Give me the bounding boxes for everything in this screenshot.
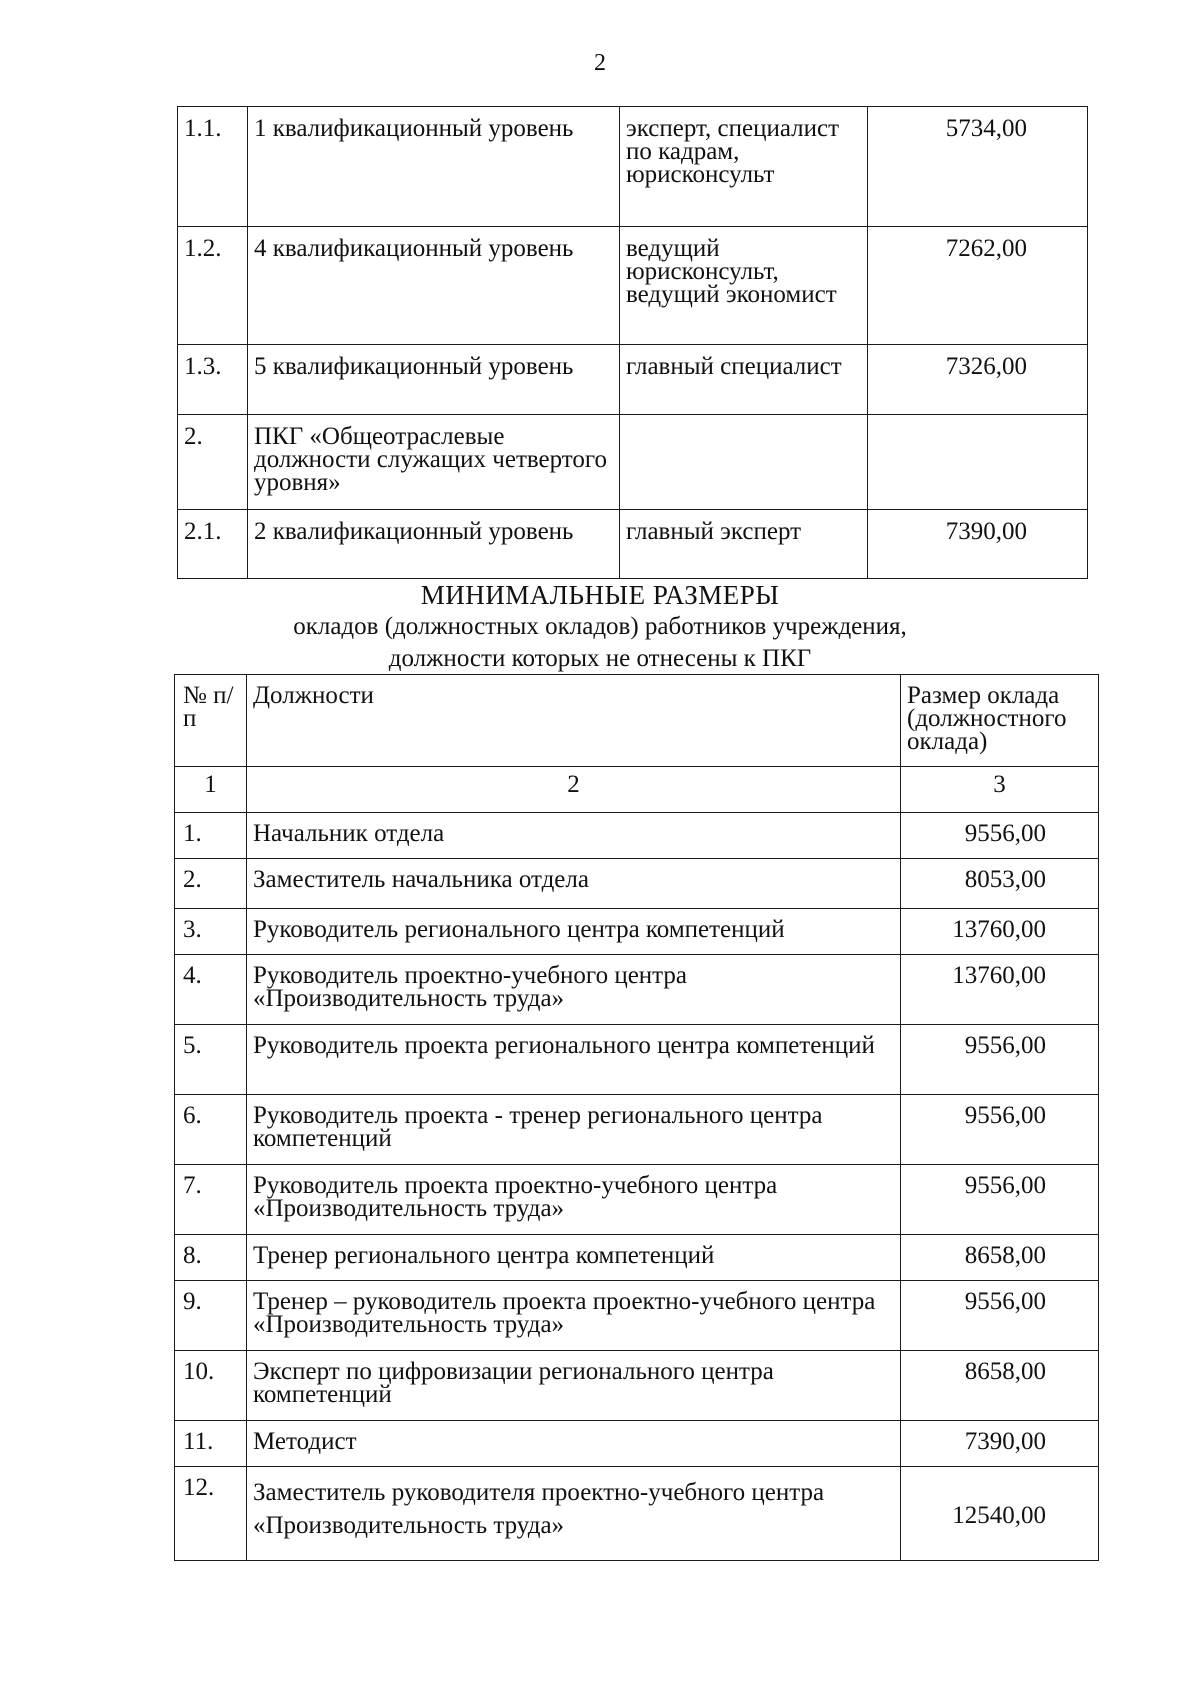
column-number: 1: [175, 767, 247, 813]
row-number: 1.: [175, 813, 247, 859]
salary-cell: 7326,00: [868, 345, 1088, 415]
table-row: [178, 227, 1088, 345]
table-row: [175, 813, 1099, 859]
salary-cell: 8658,00: [901, 1235, 1099, 1281]
row-number: 10.: [175, 1351, 247, 1421]
table-row: [175, 1025, 1099, 1095]
qualification-level: ПКГ «Общеотраслевые должности служащих четвертого уровня»: [248, 415, 620, 510]
table-row: [178, 510, 1088, 579]
qualification-level: 2 квалификационный уровень: [248, 510, 620, 579]
top-salary-table: [177, 106, 1088, 579]
table-row: [178, 345, 1088, 415]
salary-cell: 7390,00: [901, 1421, 1099, 1467]
row-number: 1.1.: [178, 107, 248, 227]
section-subtitle-line2: должности которых не отнесены к ПКГ: [388, 645, 812, 672]
section-title: МИНИМАЛЬНЫЕ РАЗМЕРЫ: [420, 580, 780, 610]
salary-cell: 9556,00: [901, 813, 1099, 859]
header-number: № п/п: [175, 675, 247, 767]
positions-cell: главный специалист: [620, 345, 868, 415]
row-number: 12.: [175, 1467, 247, 1561]
positions-cell: эксперт, специалист по кадрам, юрисконсульт: [620, 107, 868, 227]
qualification-level: 5 квалификационный уровень: [248, 345, 620, 415]
table-row: [175, 1165, 1099, 1235]
position-cell: Руководитель проекта - тренер регионального центра компетенций: [247, 1095, 901, 1165]
position-cell: Руководитель проектно-учебного центра «Производительность труда»: [247, 955, 901, 1025]
table-row: [175, 859, 1099, 909]
row-number: 11.: [175, 1421, 247, 1467]
row-number: 8.: [175, 1235, 247, 1281]
row-number: 3.: [175, 909, 247, 955]
header-position: Должности: [247, 675, 901, 767]
salary-cell: 9556,00: [901, 1281, 1099, 1351]
position-cell: Руководитель проекта проектно-учебного центра «Производительность труда»: [247, 1165, 901, 1235]
column-number: 3: [901, 767, 1099, 813]
salary-cell: 12540,00: [901, 1467, 1099, 1561]
table-row: [175, 1467, 1099, 1561]
row-number: 1.2.: [178, 227, 248, 345]
page-number: 2: [594, 50, 606, 76]
positions-cell: главный эксперт: [620, 510, 868, 579]
table-row: [175, 955, 1099, 1025]
table-row: [178, 415, 1088, 510]
qualification-level: 4 квалификационный уровень: [248, 227, 620, 345]
position-cell: Заместитель начальника отдела: [247, 859, 901, 909]
salary-cell: 5734,00: [868, 107, 1088, 227]
row-number: 1.3.: [178, 345, 248, 415]
salary-cell: [868, 415, 1088, 510]
position-cell: Заместитель руководителя проектно-учебного центра «Производительность труда»: [247, 1467, 901, 1561]
positions-cell: [620, 415, 868, 510]
section-subtitle-line1: окладов (должностных окладов) работников учреждения,: [293, 613, 907, 640]
position-cell: Тренер – руководитель проекта проектно-учебного центра «Производительность труда»: [247, 1281, 901, 1351]
position-cell: Руководитель регионального центра компетенций: [247, 909, 901, 955]
position-cell: Эксперт по цифровизации регионального центра компетенций: [247, 1351, 901, 1421]
salary-cell: 9556,00: [901, 1025, 1099, 1095]
salary-cell: 8053,00: [901, 859, 1099, 909]
row-number: 5.: [175, 1025, 247, 1095]
table-header-row: [175, 675, 1099, 767]
table-row: [175, 1281, 1099, 1351]
row-number: 9.: [175, 1281, 247, 1351]
qualification-level: 1 квалификационный уровень: [248, 107, 620, 227]
table-row: [175, 1351, 1099, 1421]
position-cell: Руководитель проекта регионального центра компетенций: [247, 1025, 901, 1095]
table-row: [178, 107, 1088, 227]
column-number: 2: [247, 767, 901, 813]
table-row: [175, 909, 1099, 955]
salary-cell: 13760,00: [901, 955, 1099, 1025]
row-number: 4.: [175, 955, 247, 1025]
row-number: 2.: [178, 415, 248, 510]
salary-cell: 13760,00: [901, 909, 1099, 955]
salary-cell: 7390,00: [868, 510, 1088, 579]
column-numbers-row: [175, 767, 1099, 813]
row-number: 6.: [175, 1095, 247, 1165]
salary-cell: 9556,00: [901, 1165, 1099, 1235]
position-cell: Начальник отдела: [247, 813, 901, 859]
row-number: 2.1.: [178, 510, 248, 579]
salary-cell: 7262,00: [868, 227, 1088, 345]
row-number: 7.: [175, 1165, 247, 1235]
table-row: [175, 1095, 1099, 1165]
row-number: 2.: [175, 859, 247, 909]
salary-cell: 9556,00: [901, 1095, 1099, 1165]
table-row: [175, 1235, 1099, 1281]
table-row: [175, 1421, 1099, 1467]
salary-cell: 8658,00: [901, 1351, 1099, 1421]
position-cell: Тренер регионального центра компетенций: [247, 1235, 901, 1281]
position-cell: Методист: [247, 1421, 901, 1467]
positions-cell: ведущий юрисконсульт, ведущий экономист: [620, 227, 868, 345]
header-salary: Размер оклада (должностного оклада): [901, 675, 1099, 767]
main-salary-table: [174, 674, 1099, 1561]
